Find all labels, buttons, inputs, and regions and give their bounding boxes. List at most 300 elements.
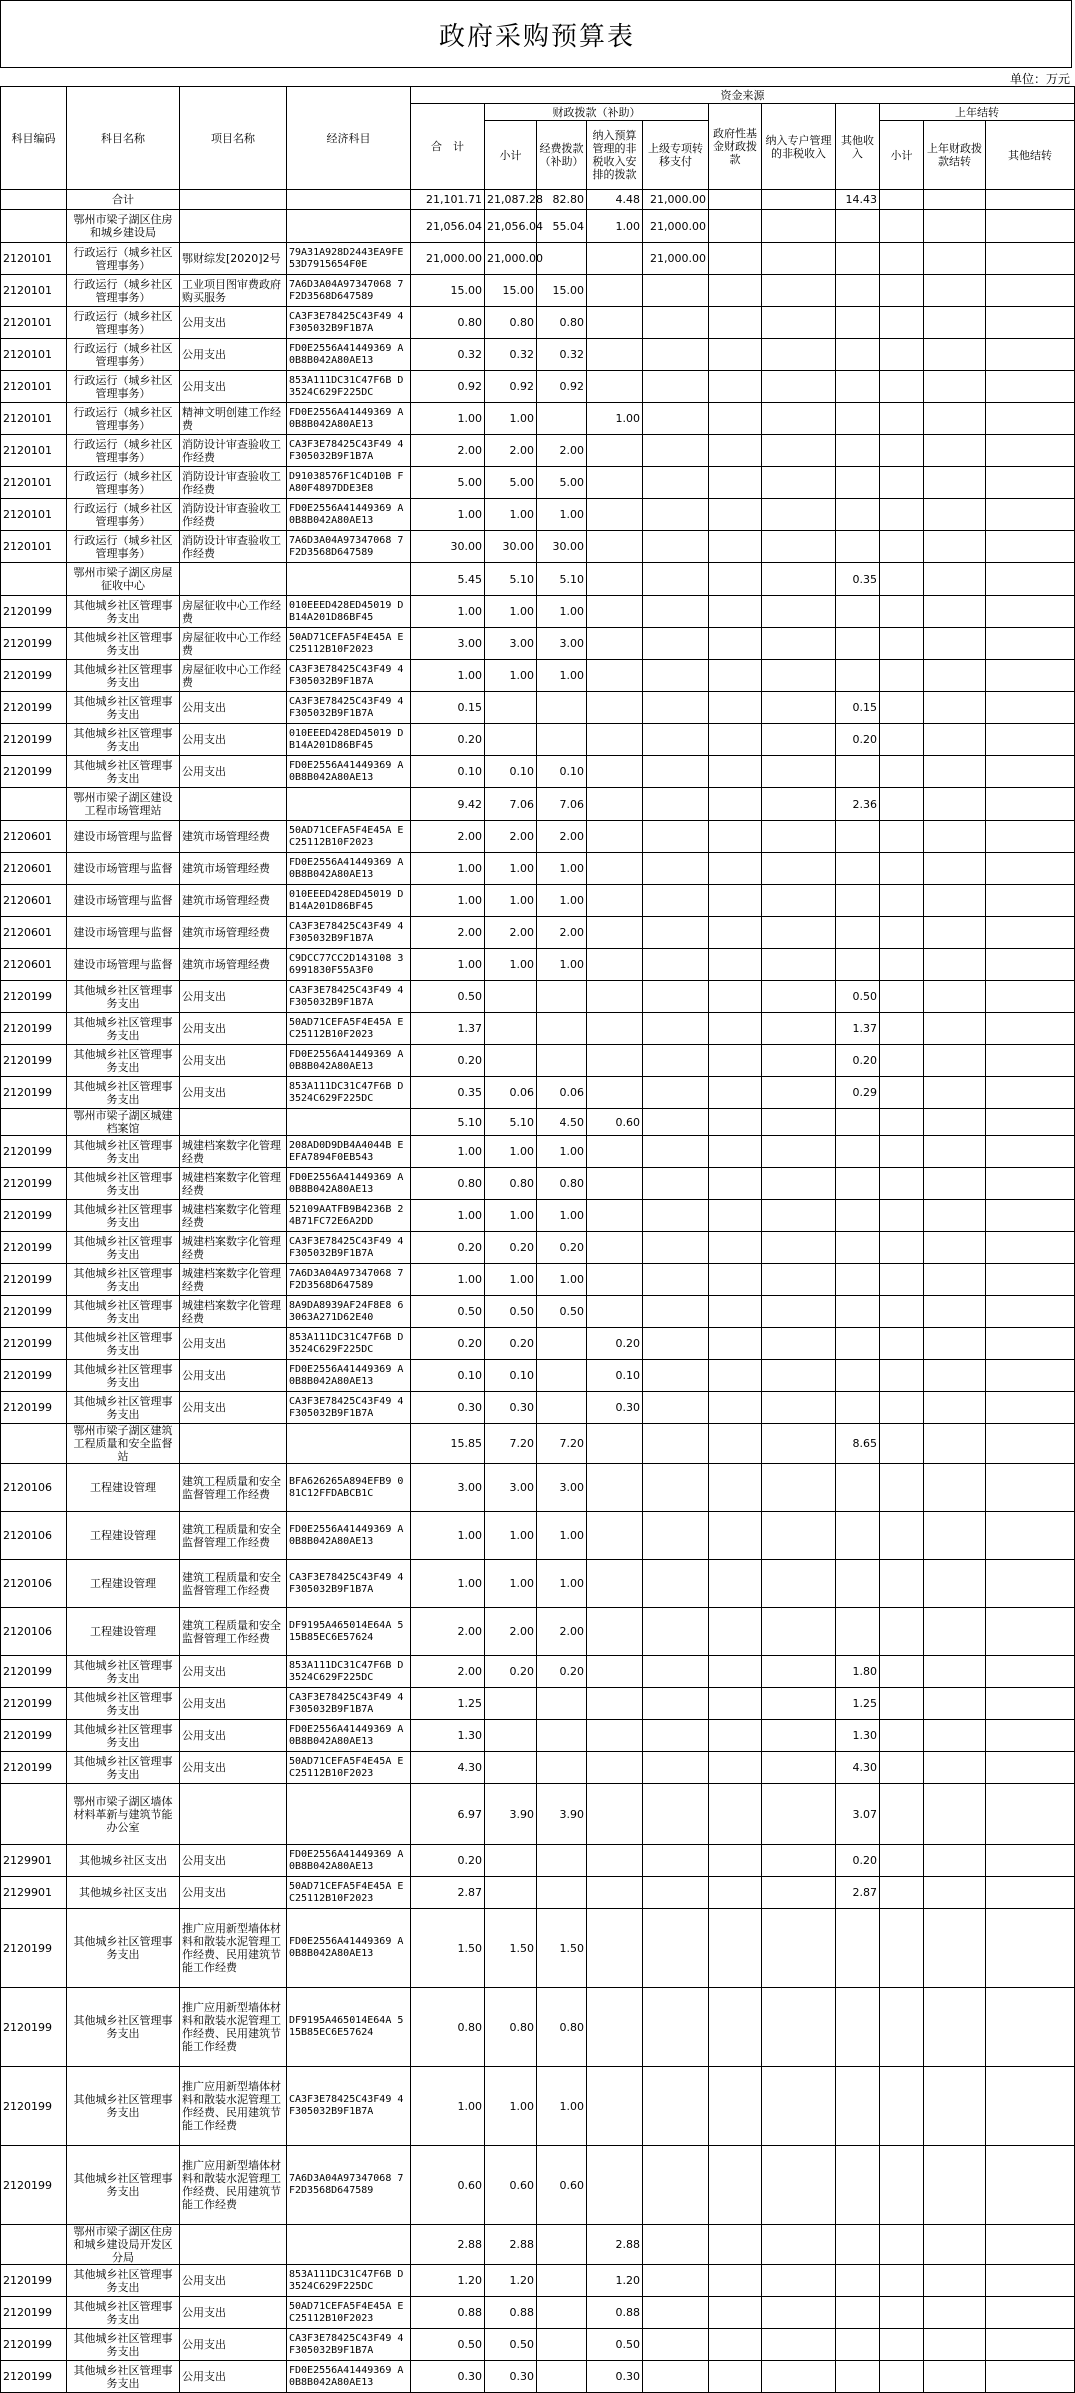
cell-value: [643, 307, 709, 339]
cell-value: 5.00: [485, 467, 537, 499]
cell-code: 2120199: [1, 1360, 67, 1392]
cell-value: [924, 210, 986, 243]
cell-value: [836, 403, 880, 435]
cell-value: [762, 1328, 836, 1360]
cell-value: 1.00: [411, 949, 485, 981]
cell-value: [924, 692, 986, 724]
cell-name: 行政运行（城乡社区管理事务）: [67, 307, 180, 339]
cell-value: [986, 190, 1075, 210]
cell-econ: C9DCC77CC2D143108 36991830F55A3F0: [287, 949, 411, 981]
cell-value: [986, 1296, 1075, 1328]
cell-value: [762, 628, 836, 660]
cell-name: 其他城乡社区管理事务支出: [67, 724, 180, 756]
cell-value: 0.20: [485, 1656, 537, 1688]
cell-value: [643, 2067, 709, 2146]
cell-value: [986, 756, 1075, 788]
cell-value: 0.80: [537, 307, 587, 339]
cell-value: [924, 403, 986, 435]
cell-value: [709, 1360, 762, 1392]
cell-value: [537, 2329, 587, 2361]
cell-value: [643, 1784, 709, 1845]
cell-value: [762, 1077, 836, 1109]
cell-value: 0.20: [411, 724, 485, 756]
cell-value: [836, 1232, 880, 1264]
cell-value: [924, 1109, 986, 1136]
cell-name: 其他城乡社区管理事务支出: [67, 2297, 180, 2329]
cell-value: [587, 563, 643, 596]
table-row: [1, 1077, 1075, 1109]
cell-value: [880, 1560, 924, 1608]
cell-value: [880, 1752, 924, 1784]
cell-value: [587, 2067, 643, 2146]
cell-value: [880, 371, 924, 403]
cell-value: [587, 1168, 643, 1200]
cell-value: 0.20: [537, 1232, 587, 1264]
cell-value: [880, 1845, 924, 1877]
cell-value: [587, 1656, 643, 1688]
cell-value: [880, 1264, 924, 1296]
cell-project: 建筑工程质量和安全监督管理工作经费: [180, 1608, 287, 1656]
cell-project: 城建档案数字化管理经费: [180, 1168, 287, 1200]
cell-value: [924, 1464, 986, 1512]
cell-econ: DF9195A465014E64A 515B85EC6E57624: [287, 1988, 411, 2067]
cell-value: 2.88: [411, 2225, 485, 2265]
cell-value: 0.20: [411, 1845, 485, 1877]
cell-value: [924, 1136, 986, 1168]
cell-value: [836, 339, 880, 371]
cell-value: [762, 467, 836, 499]
cell-value: [643, 788, 709, 821]
cell-code: 2120199: [1, 1909, 67, 1988]
cell-value: [709, 2297, 762, 2329]
cell-value: [537, 1720, 587, 1752]
cell-value: [537, 724, 587, 756]
cell-project: 公用支出: [180, 1877, 287, 1909]
table-row: [1, 499, 1075, 531]
cell-value: [880, 692, 924, 724]
cell-value: [709, 1013, 762, 1045]
cell-econ: 50AD71CEFA5F4E45A EC25112B10F2023: [287, 1013, 411, 1045]
cell-econ: 853A111DC31C47F6B D3524C629F225DC: [287, 1328, 411, 1360]
cell-value: [880, 1464, 924, 1512]
cell-project: 公用支出: [180, 1328, 287, 1360]
cell-econ: FD0E2556A41449369 A0B8B042A80AE13: [287, 1845, 411, 1877]
cell-value: 2.00: [537, 435, 587, 467]
cell-econ: FD0E2556A41449369 A0B8B042A80AE13: [287, 1360, 411, 1392]
cell-value: [880, 821, 924, 853]
cell-value: 2.00: [537, 1608, 587, 1656]
cell-name: 鄂州市梁子湖区住房和城乡建设局开发区分局: [67, 2225, 180, 2265]
cell-value: [880, 2329, 924, 2361]
cell-value: [709, 1877, 762, 1909]
cell-value: [762, 1608, 836, 1656]
cell-value: [709, 371, 762, 403]
cell-value: [709, 949, 762, 981]
cell-value: [986, 1109, 1075, 1136]
cell-value: 0.30: [485, 1392, 537, 1424]
cell-value: 3.00: [411, 1464, 485, 1512]
cell-value: 5.10: [411, 1109, 485, 1136]
cell-value: [880, 917, 924, 949]
cell-name: 其他城乡社区管理事务支出: [67, 660, 180, 692]
cell-value: [587, 1264, 643, 1296]
cell-code: 2120199: [1, 1168, 67, 1200]
cell-value: [537, 1877, 587, 1909]
cell-value: 3.90: [537, 1784, 587, 1845]
cell-value: [986, 243, 1075, 275]
cell-value: 1.00: [485, 885, 537, 917]
table-row: [1, 1512, 1075, 1560]
cell-value: [880, 190, 924, 210]
cell-value: [986, 821, 1075, 853]
cell-name: 鄂州市梁子湖区住房和城乡建设局: [67, 210, 180, 243]
cell-value: [836, 1909, 880, 1988]
cell-value: [880, 1688, 924, 1720]
cell-value: 1.00: [537, 1560, 587, 1608]
cell-value: [587, 1909, 643, 1988]
cell-value: [537, 2265, 587, 2297]
cell-value: 0.32: [485, 339, 537, 371]
cell-value: [924, 596, 986, 628]
cell-value: [587, 339, 643, 371]
table-row: [1, 853, 1075, 885]
cell-value: 1.00: [485, 660, 537, 692]
cell-econ: 7A6D3A04A97347068 7F2D3568D647589: [287, 2146, 411, 2225]
cell-value: 3.00: [411, 628, 485, 660]
cell-econ: [287, 1424, 411, 1464]
cell-econ: CA3F3E78425C43F49 4F305032B9F1B7A: [287, 307, 411, 339]
cell-value: 1.20: [587, 2265, 643, 2297]
cell-value: 1.30: [836, 1720, 880, 1752]
cell-value: [709, 1424, 762, 1464]
cell-name: 行政运行（城乡社区管理事务）: [67, 371, 180, 403]
cell-value: 4.30: [411, 1752, 485, 1784]
cell-value: 2.00: [485, 1608, 537, 1656]
table-row: [1, 371, 1075, 403]
cell-value: [836, 1168, 880, 1200]
cell-name: 建设市场管理与监督: [67, 853, 180, 885]
cell-value: [880, 2265, 924, 2297]
cell-code: 2120101: [1, 371, 67, 403]
cell-value: [709, 1168, 762, 1200]
cell-value: 1.00: [587, 403, 643, 435]
table-row: [1, 1608, 1075, 1656]
cell-value: [986, 563, 1075, 596]
cell-value: 0.50: [537, 1296, 587, 1328]
cell-project: 公用支出: [180, 2297, 287, 2329]
cell-value: [587, 1720, 643, 1752]
cell-value: [836, 660, 880, 692]
cell-value: [709, 981, 762, 1013]
cell-value: [986, 339, 1075, 371]
cell-value: 1.50: [485, 1909, 537, 1988]
cell-name: 行政运行（城乡社区管理事务）: [67, 403, 180, 435]
cell-project: 城建档案数字化管理经费: [180, 1296, 287, 1328]
cell-value: [587, 724, 643, 756]
cell-value: [762, 885, 836, 917]
cell-value: [587, 628, 643, 660]
cell-value: 5.00: [537, 467, 587, 499]
cell-value: [762, 1013, 836, 1045]
table-row: [1, 1392, 1075, 1424]
cell-value: 0.50: [411, 981, 485, 1013]
cell-code: 2120199: [1, 1656, 67, 1688]
cell-name: 其他城乡社区管理事务支出: [67, 1688, 180, 1720]
cell-value: [587, 1688, 643, 1720]
cell-name: 其他城乡社区管理事务支出: [67, 1328, 180, 1360]
cell-code: 2120101: [1, 435, 67, 467]
table-row: [1, 788, 1075, 821]
cell-value: [924, 1752, 986, 1784]
cell-value: [709, 1464, 762, 1512]
cell-value: [836, 371, 880, 403]
cell-value: [924, 1608, 986, 1656]
cell-value: [643, 821, 709, 853]
cell-value: [485, 1720, 537, 1752]
cell-value: [643, 596, 709, 628]
cell-name: 其他城乡社区管理事务支出: [67, 1264, 180, 1296]
cell-value: [880, 2146, 924, 2225]
cell-value: [587, 1464, 643, 1512]
cell-value: 1.20: [485, 2265, 537, 2297]
cell-value: [986, 917, 1075, 949]
cell-project: 公用支出: [180, 1045, 287, 1077]
cell-value: [924, 339, 986, 371]
cell-value: 0.60: [485, 2146, 537, 2225]
cell-value: [709, 2265, 762, 2297]
cell-value: 7.06: [537, 788, 587, 821]
cell-code: 2120199: [1, 1077, 67, 1109]
table-body: [1, 190, 1075, 2393]
cell-value: 2.87: [836, 1877, 880, 1909]
cell-value: [587, 1296, 643, 1328]
cell-value: [880, 1512, 924, 1560]
cell-value: [880, 2067, 924, 2146]
cell-value: [709, 190, 762, 210]
cell-name: 其他城乡社区支出: [67, 1845, 180, 1877]
cell-value: [986, 1077, 1075, 1109]
cell-value: [709, 467, 762, 499]
cell-value: 2.00: [411, 1608, 485, 1656]
cell-value: [643, 531, 709, 563]
cell-value: 21,087.28: [485, 190, 537, 210]
cell-value: [986, 275, 1075, 307]
cell-value: [924, 1909, 986, 1988]
cell-value: [924, 1045, 986, 1077]
cell-value: 0.92: [411, 371, 485, 403]
cell-code: 2120199: [1, 2265, 67, 2297]
cell-value: [880, 403, 924, 435]
table-row: [1, 1464, 1075, 1512]
cell-value: [880, 1232, 924, 1264]
cell-project: 城建档案数字化管理经费: [180, 1264, 287, 1296]
cell-value: 5.10: [485, 563, 537, 596]
cell-econ: FD0E2556A41449369 A0B8B042A80AE13: [287, 1512, 411, 1560]
cell-econ: FD0E2556A41449369 A0B8B042A80AE13: [287, 1045, 411, 1077]
cell-value: [709, 275, 762, 307]
cell-value: 5.45: [411, 563, 485, 596]
cell-value: [643, 1877, 709, 1909]
cell-value: [643, 339, 709, 371]
cell-value: [643, 2265, 709, 2297]
cell-code: 2120101: [1, 243, 67, 275]
cell-value: [762, 2329, 836, 2361]
table-row: [1, 210, 1075, 243]
cell-value: 0.80: [485, 1988, 537, 2067]
cell-value: [762, 1360, 836, 1392]
cell-value: [709, 853, 762, 885]
cell-name: 工程建设管理: [67, 1464, 180, 1512]
cell-project: 公用支出: [180, 1077, 287, 1109]
cell-value: [880, 243, 924, 275]
cell-value: [537, 1752, 587, 1784]
cell-value: 2.00: [537, 917, 587, 949]
cell-value: 1.00: [485, 1560, 537, 1608]
cell-value: 6.97: [411, 1784, 485, 1845]
cell-value: 1.00: [485, 1136, 537, 1168]
cell-value: [485, 1752, 537, 1784]
cell-value: 0.92: [537, 371, 587, 403]
cell-value: [643, 371, 709, 403]
cell-value: 7.06: [485, 788, 537, 821]
cell-name: 建设市场管理与监督: [67, 885, 180, 917]
cell-value: 15.85: [411, 1424, 485, 1464]
cell-value: 1.00: [485, 949, 537, 981]
cell-value: [709, 499, 762, 531]
cell-code: 2129901: [1, 1845, 67, 1877]
cell-value: [709, 1200, 762, 1232]
cell-value: [643, 2297, 709, 2329]
cell-value: [762, 2225, 836, 2265]
cell-name: 建设市场管理与监督: [67, 949, 180, 981]
cell-value: [986, 1232, 1075, 1264]
cell-project: 公用支出: [180, 692, 287, 724]
cell-value: 3.00: [485, 1464, 537, 1512]
cell-value: [762, 2361, 836, 2393]
cell-value: [924, 628, 986, 660]
cell-value: 1.30: [411, 1720, 485, 1752]
cell-econ: 52109AATFB9B4236B 24B71FC72E6A2DD: [287, 1200, 411, 1232]
cell-value: 5.00: [411, 467, 485, 499]
cell-value: 21,000.00: [643, 243, 709, 275]
cell-name: 其他城乡社区管理事务支出: [67, 1200, 180, 1232]
cell-value: [880, 1392, 924, 1424]
cell-code: [1, 1424, 67, 1464]
cell-value: [537, 243, 587, 275]
cell-project: 推广应用新型墙体材料和散装水泥管理工作经费、民用建筑节能工作经费: [180, 2146, 287, 2225]
page-title: 政府采购预算表: [438, 22, 635, 52]
cell-value: 0.80: [411, 1168, 485, 1200]
cell-value: [537, 2297, 587, 2329]
cell-value: [587, 2146, 643, 2225]
cell-econ: CA3F3E78425C43F49 4F305032B9F1B7A: [287, 660, 411, 692]
cell-value: [880, 307, 924, 339]
cell-value: 15.00: [537, 275, 587, 307]
cell-code: [1, 1784, 67, 1845]
header-carry-fiscal: 上年财政拨款结转: [924, 121, 986, 190]
cell-value: [587, 1424, 643, 1464]
cell-value: [709, 1845, 762, 1877]
cell-value: 3.07: [836, 1784, 880, 1845]
cell-value: 21,056.04: [411, 210, 485, 243]
cell-value: [643, 885, 709, 917]
table-row: [1, 1232, 1075, 1264]
cell-value: [986, 1752, 1075, 1784]
cell-code: 2120199: [1, 2361, 67, 2393]
cell-value: [537, 692, 587, 724]
cell-value: [587, 1988, 643, 2067]
cell-value: [709, 1752, 762, 1784]
cell-value: 0.88: [411, 2297, 485, 2329]
cell-project: 公用支出: [180, 2361, 287, 2393]
cell-value: 1.00: [537, 499, 587, 531]
cell-value: [986, 531, 1075, 563]
cell-code: 2120199: [1, 1136, 67, 1168]
cell-code: 2120101: [1, 531, 67, 563]
cell-value: 14.43: [836, 190, 880, 210]
cell-value: 30.00: [411, 531, 485, 563]
cell-value: [986, 2329, 1075, 2361]
cell-value: [643, 2361, 709, 2393]
cell-value: [986, 1720, 1075, 1752]
table-row: [1, 1656, 1075, 1688]
table-row: [1, 1360, 1075, 1392]
cell-value: 3.00: [485, 628, 537, 660]
cell-project: 建筑工程质量和安全监督管理工作经费: [180, 1560, 287, 1608]
header-govfund: 政府性基金财政拨款: [709, 104, 762, 190]
cell-value: 0.10: [411, 1360, 485, 1392]
cell-value: [986, 371, 1075, 403]
cell-value: [643, 2146, 709, 2225]
cell-value: [709, 1136, 762, 1168]
cell-value: [836, 2067, 880, 2146]
cell-value: [880, 467, 924, 499]
cell-value: [762, 756, 836, 788]
cell-value: 1.00: [411, 1200, 485, 1232]
cell-value: [836, 1988, 880, 2067]
table-row: [1, 2067, 1075, 2146]
cell-value: 1.00: [485, 1200, 537, 1232]
unit-label: 单位：万元: [1009, 72, 1070, 86]
cell-value: [762, 563, 836, 596]
cell-value: [587, 1077, 643, 1109]
cell-econ: FD0E2556A41449369 A0B8B042A80AE13: [287, 1909, 411, 1988]
cell-value: [880, 275, 924, 307]
cell-value: 1.00: [485, 853, 537, 885]
cell-value: [709, 788, 762, 821]
cell-value: [836, 1608, 880, 1656]
cell-value: 1.00: [537, 2067, 587, 2146]
table-row: [1, 2225, 1075, 2265]
table-row: [1, 1013, 1075, 1045]
cell-value: 0.50: [411, 1296, 485, 1328]
cell-value: 2.87: [411, 1877, 485, 1909]
cell-value: 2.00: [485, 917, 537, 949]
cell-value: [924, 1656, 986, 1688]
cell-value: 7.20: [537, 1424, 587, 1464]
cell-value: [587, 275, 643, 307]
cell-value: 1.00: [411, 853, 485, 885]
cell-value: [587, 853, 643, 885]
cell-value: [986, 2297, 1075, 2329]
cell-project: [180, 190, 287, 210]
cell-value: [643, 1688, 709, 1720]
cell-value: 3.90: [485, 1784, 537, 1845]
cell-value: 8.65: [836, 1424, 880, 1464]
cell-value: 30.00: [485, 531, 537, 563]
cell-value: [986, 981, 1075, 1013]
cell-value: [643, 1109, 709, 1136]
